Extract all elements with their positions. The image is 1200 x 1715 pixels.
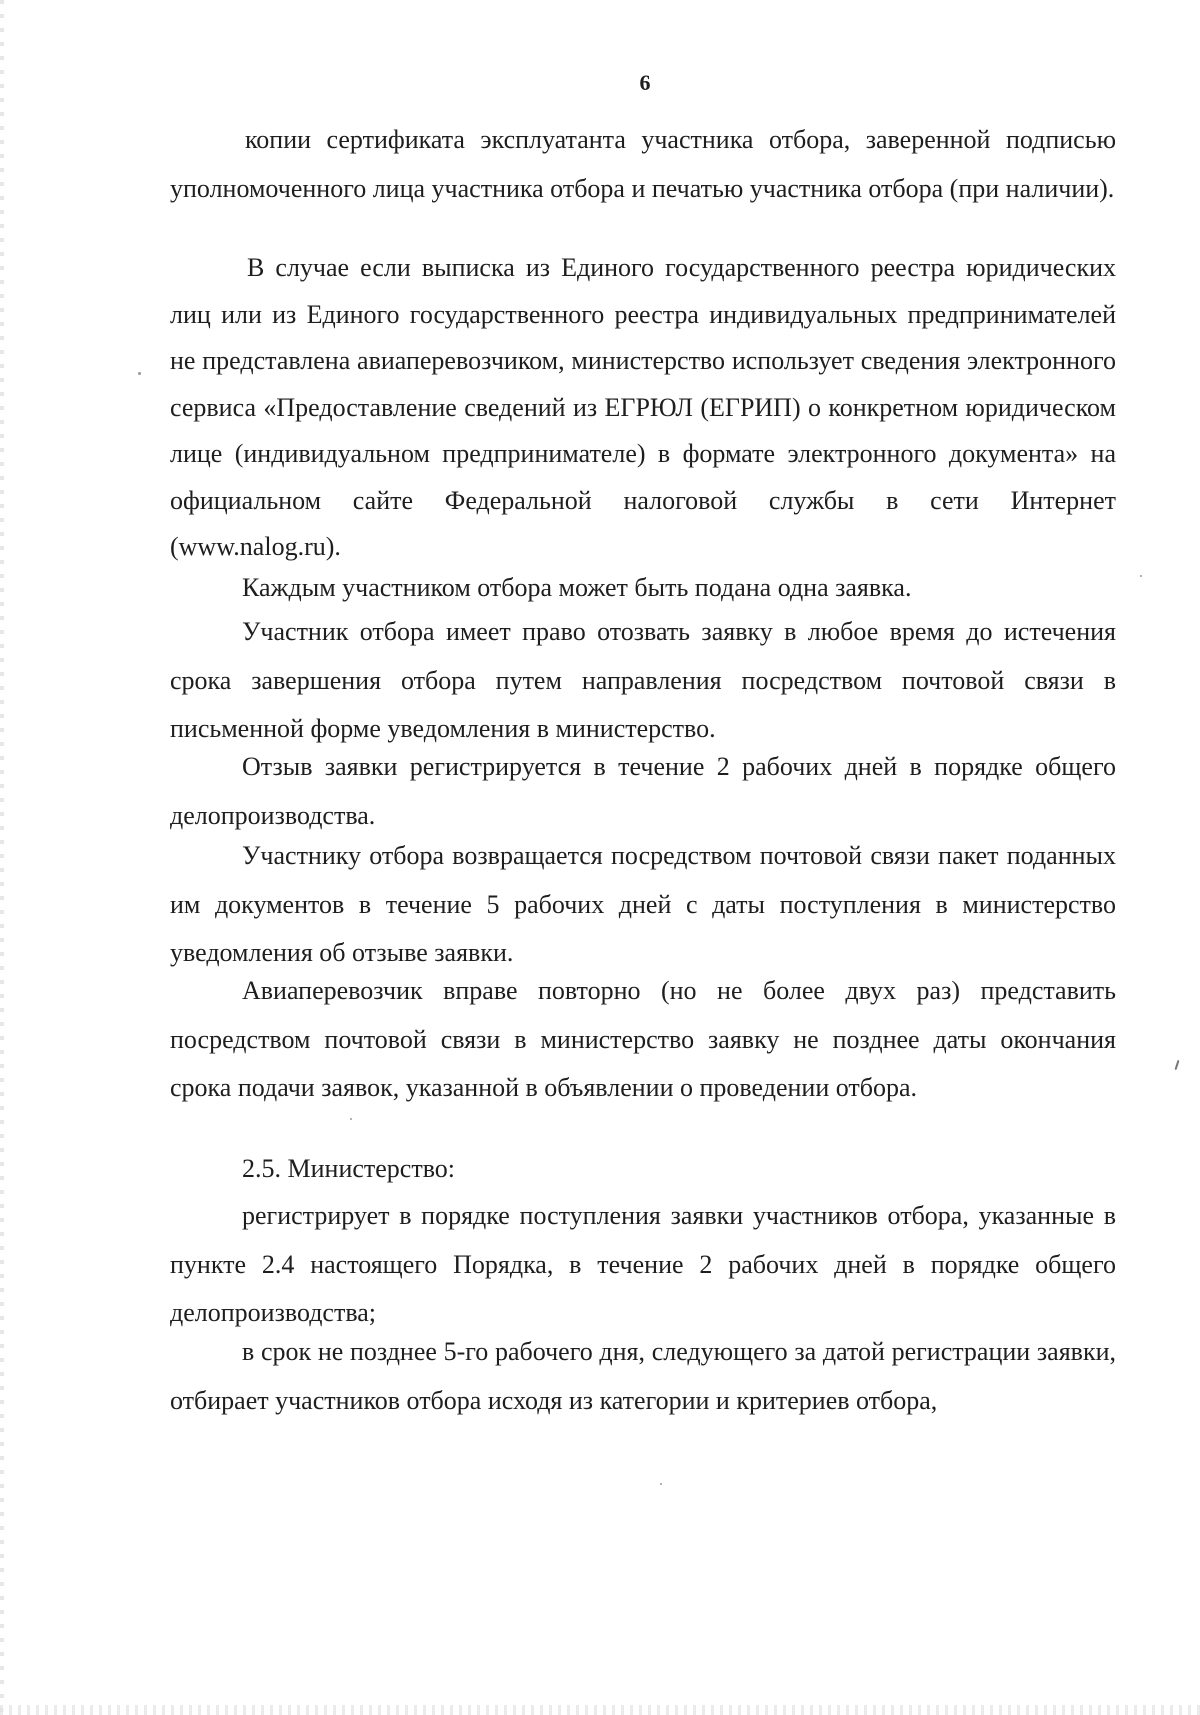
paragraph-one-application: Каждым участником отбора может быть подана одна заявка. — [242, 573, 912, 602]
paragraph-certificate-copy: копии сертификата эксплуатанта участника отбора, заверенной подписью уполномоченного лица участника отбора и печатью участника отбора (при наличии). — [170, 125, 1116, 203]
section-heading-2-5: 2.5. Министерство: — [242, 1154, 456, 1183]
scan-speck — [350, 1118, 352, 1120]
paragraph-registration: регистрирует в порядке поступления заявки участников отбора, указанные в пункте 2.4 настоящего Порядка, в течение 2 рабочих дней в порядке общего делопроизводства; — [170, 1201, 1116, 1328]
paragraph-withdrawal-registration: Отзыв заявки регистрируется в течение 2 рабочих дней в порядке общего делопроизводства. — [170, 752, 1116, 830]
scan-edge-bottom — [0, 1705, 1200, 1715]
paragraph-resubmission: Авиаперевозчик вправе повторно (но не более двух раз) представить посредством почтовой связи в министерство заявку не позднее даты окончания срока подачи заявок, указанной в объявлении о проведении отбора. — [170, 976, 1116, 1103]
paragraph-egrul-extract: В случае если выписка из Единого государственного реестра юридических лиц или из Единого государственного реестра индивидуальных предпринимателей не представлена авиаперевозчиком, министерство использует сведения электронного сервиса «Предоставление сведений из ЕГРЮЛ (ЕГРИП) о конкретном юридическом лице (индивидуальном предпринимателе) в формате электронного документа» на официальном сайте Федеральной налоговой службы в сети Интернет (www.nalog.ru). — [170, 253, 1116, 561]
scan-speck — [138, 372, 141, 375]
scan-speck — [1140, 575, 1142, 577]
scan-edge-left — [0, 0, 4, 1715]
paragraph-selection: в срок не позднее 5-го рабочего дня, следующего за датой регистрации заявки, отбирает участников отбора исходя из категории и критериев отбора, — [170, 1337, 1116, 1415]
scan-speck — [1175, 1060, 1180, 1070]
page-number: 6 — [639, 70, 651, 95]
paragraph-withdraw-application: Участник отбора имеет право отозвать заявку в любое время до истечения срока завершения отбора путем направления посредством почтовой связи в письменной форме уведомления в министерство. — [170, 617, 1116, 744]
paragraph-documents-return: Участнику отбора возвращается посредством почтовой связи пакет поданных им документов в течение 5 рабочих дней с даты поступления в министерство уведомления об отзыве заявки. — [170, 841, 1116, 968]
scan-speck — [660, 1483, 662, 1485]
